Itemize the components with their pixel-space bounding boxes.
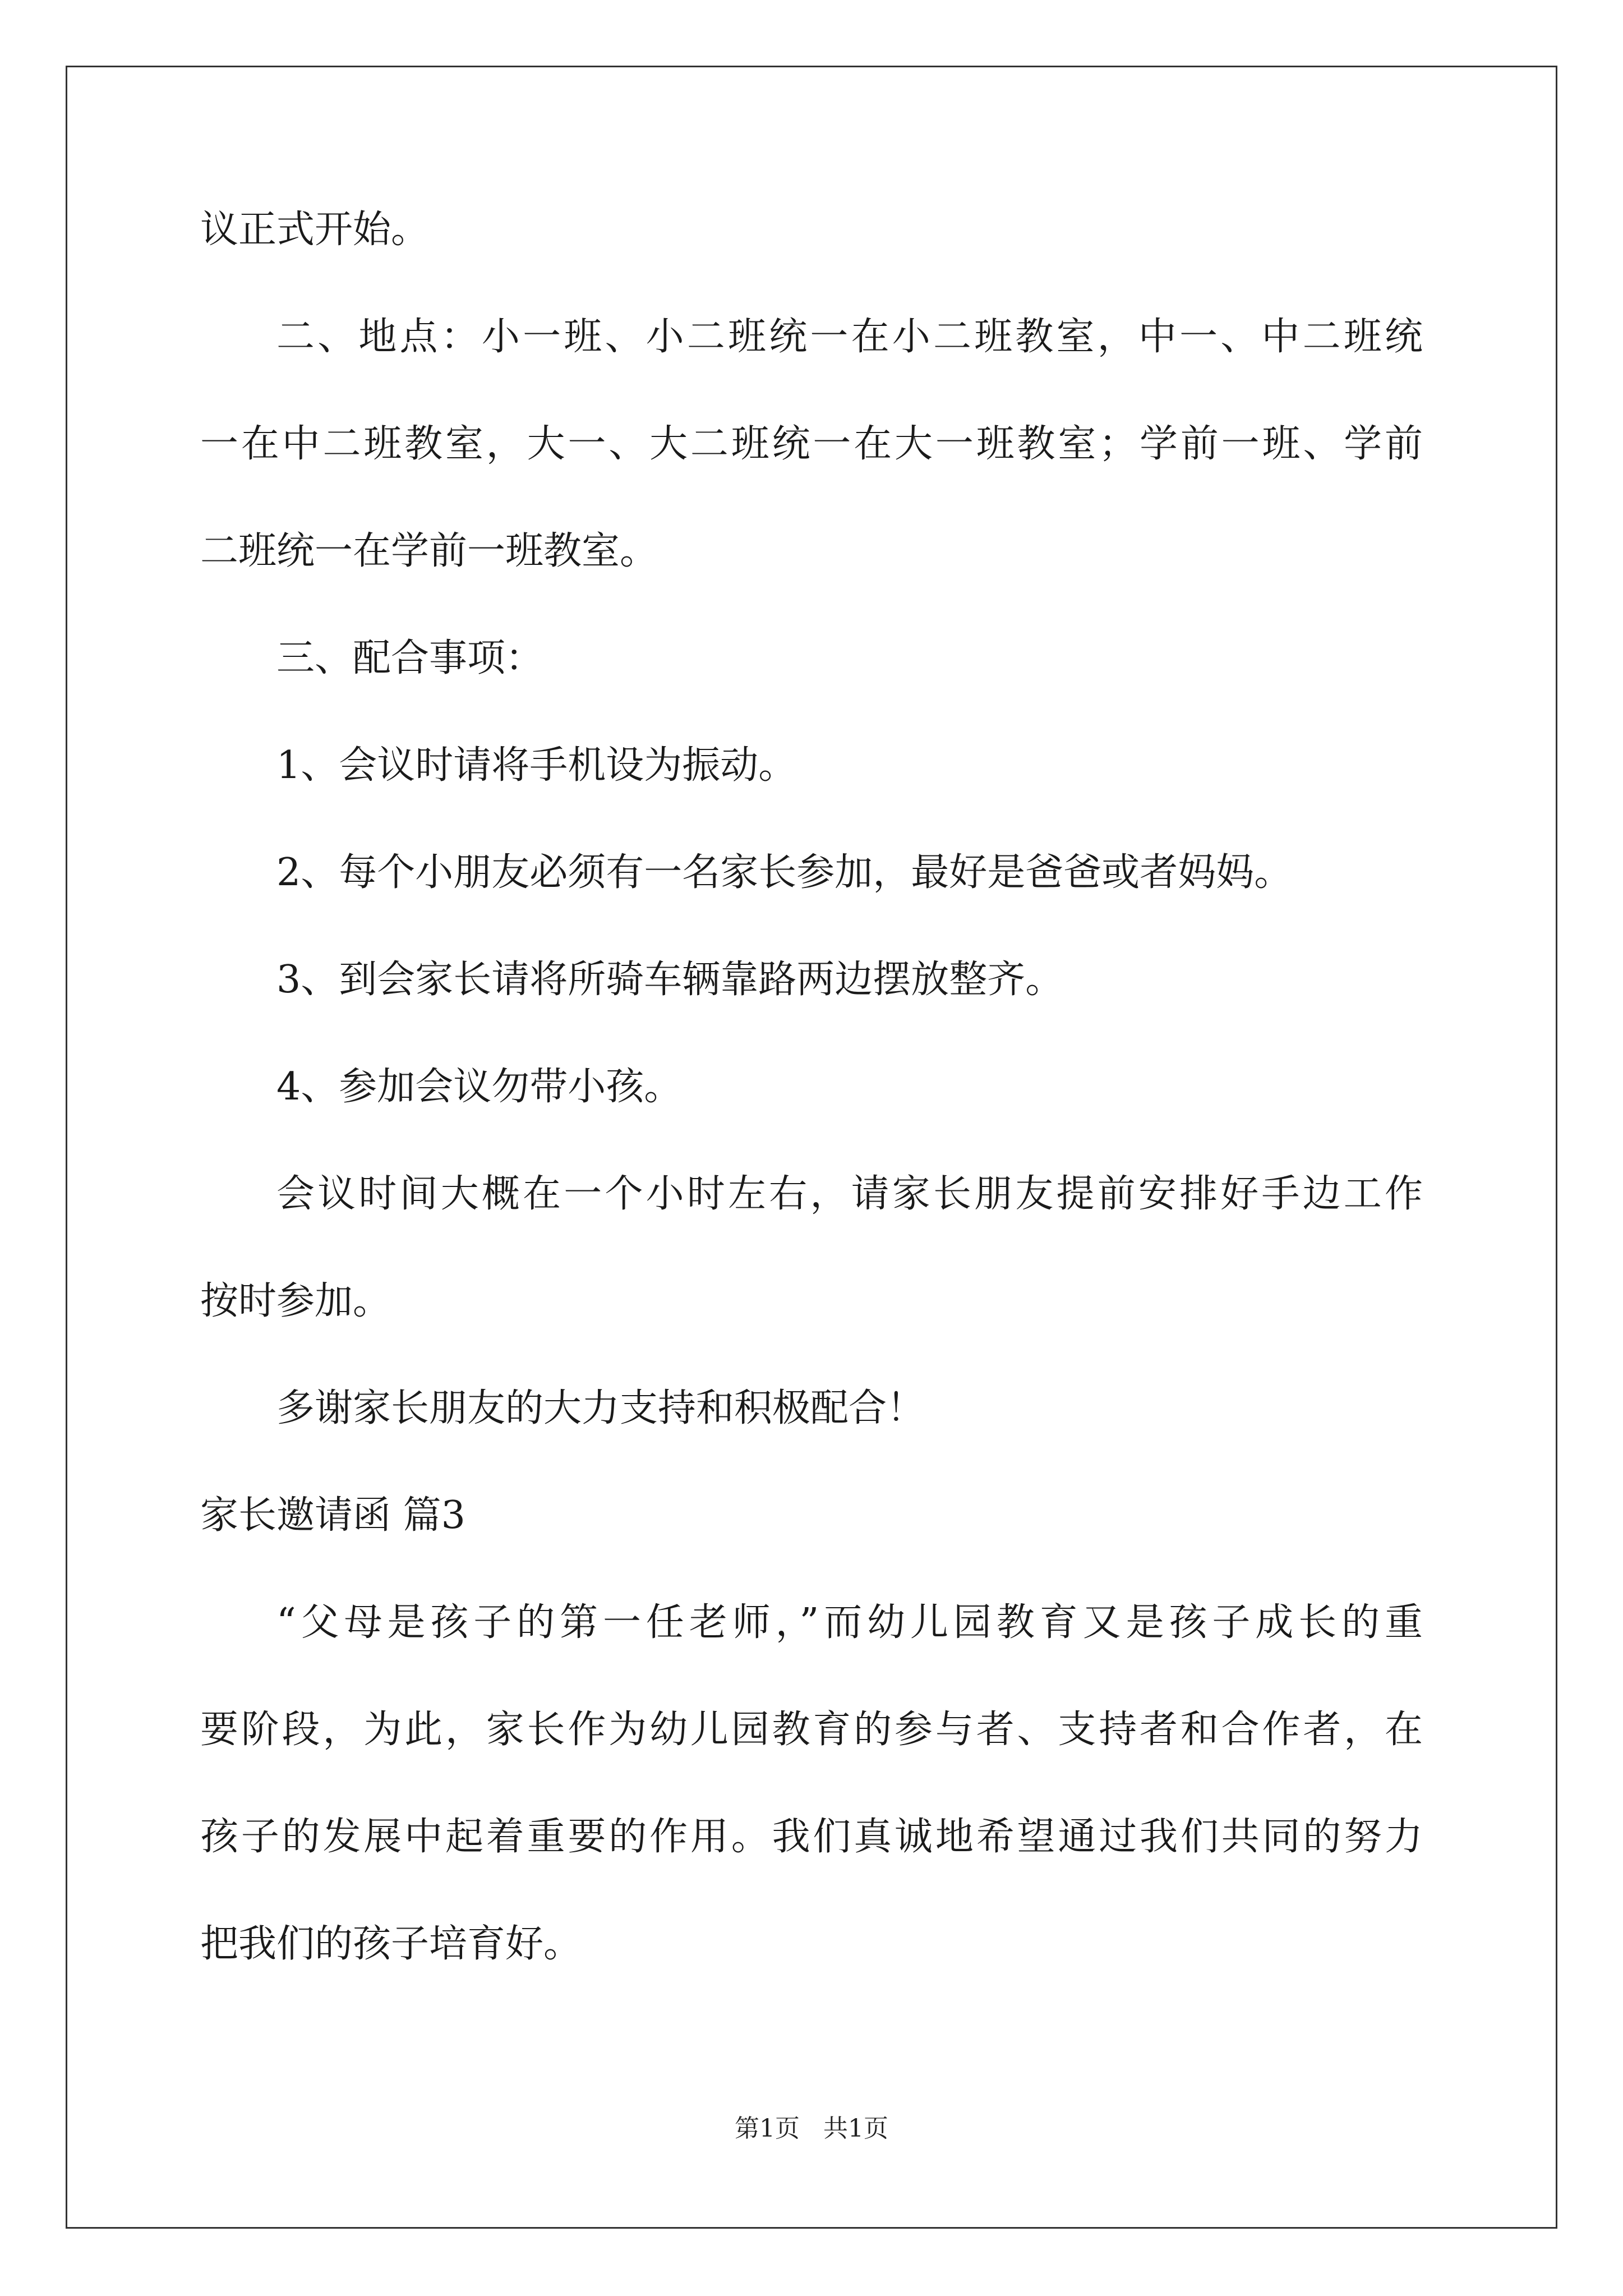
text-line: 把我们的孩子培育好。 [200, 1922, 582, 1966]
text-line: 一在中二班教室，大一、大二班统一在大一班教室；学前一班、学前 [200, 422, 1423, 466]
page-total: 共1页 [823, 2114, 888, 2143]
text-line: 二、地点：小一班、小二班统一在小二班教室，中一、中二班统 [276, 315, 1423, 359]
text-line: 1、会议时请将手机设为振动。 [276, 743, 797, 788]
page-border [66, 66, 1557, 2229]
text-line: 要阶段，为此，家长作为幼儿园教育的参与者、支持者和合作者，在 [200, 1708, 1423, 1752]
text-line: 2、每个小朋友必须有一名家长参加，最好是爸爸或者妈妈。 [276, 850, 1293, 895]
text-line: 三、配合事项： [276, 636, 544, 680]
text-line: 按时参加。 [200, 1279, 391, 1323]
text-line: 4、参加会议勿带小孩。 [276, 1065, 683, 1109]
text-line: 3、到会家长请将所骑车辆靠路两边摆放整齐。 [276, 958, 1064, 1002]
text-line: 议正式开始。 [200, 208, 430, 252]
text-line: 会议时间大概在一个小时左右，请家长朋友提前安排好手边工作 [276, 1172, 1423, 1216]
page-number: 第1页 [735, 2114, 800, 2143]
text-line: 二班统一在学前一班教室。 [200, 529, 658, 573]
text-line: 孩子的发展中起着重要的作用。我们真诚地希望通过我们共同的努力 [200, 1815, 1423, 1859]
text-line: 多谢家长朋友的大力支持和积极配合！ [276, 1386, 925, 1430]
page-footer [0, 2112, 1623, 2146]
section-heading: 家长邀请函 篇3 [200, 1493, 465, 1538]
text-line: “父母是孩子的第一任老师，”而幼儿园教育又是孩子成长的重 [276, 1600, 1423, 1645]
